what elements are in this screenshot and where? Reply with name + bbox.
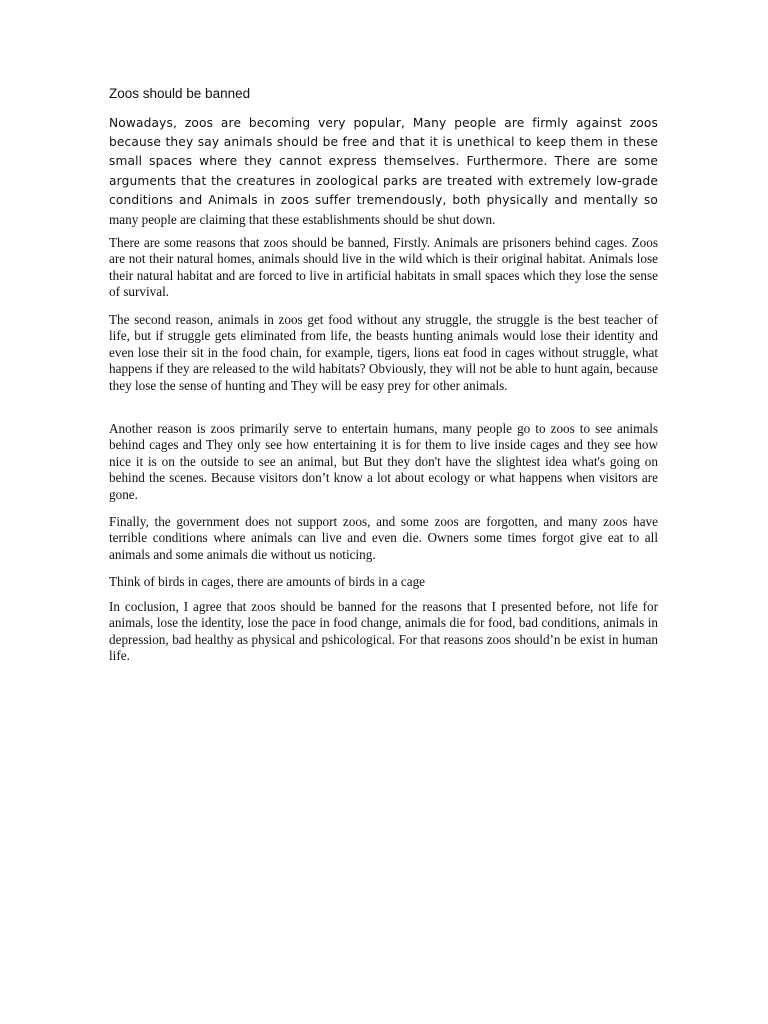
paragraph-intro-sans-text: Nowadays, zoos are becoming very popular, Many people are firmly against zoos because they say animals should be free and that it is unethical to keep them in these small spaces where they cannot express themselves. Furthermore. There are some arguments that the creatures in zoological parks are treated with extremely low-grade conditions and Animals in zoos suffer tremendously, both physically and mentally so — [109, 116, 658, 207]
paragraph-reason-1: There are some reasons that zoos should be banned, Firstly. Animals are prisoners behind cages. Zoos are not their natural homes, animals should live in the wild which is their original habitat. Animals lose their natural habitat and are forced to live in artificial habitats in small spaces which they lose the sense of survival. — [109, 235, 658, 300]
paragraph-intro-serif-text: many people are claiming that these establishments should be shut down. — [109, 212, 496, 228]
paragraph-reason-4: Finally, the government does not support zoos, and some zoos are forgotten, and many zoos have terrible conditions where animals can live and even die. Owners some times forgot give eat to all animals and some animals die without us noticing. — [109, 514, 658, 562]
paragraph-reason-2: The second reason, animals in zoos get food without any struggle, the struggle is the best teacher of life, but if struggle gets eliminated from life, the beasts hunting animals would lose their identity and even lose their sit in the food chain, for example, tigers, lions eat food in cages without struggle, what happens if they are released to the wild habitats? Obviously, they will not be able to hunt again, because they lose the sense of hunting and They will be easy prey for other animals. — [109, 312, 658, 393]
paragraph-conclusion: In coclusion, I agree that zoos should be banned for the reasons that I presented before, not life for animals, lose the identity, lose the pace in food change, animals die for food, bad conditions, animals in depression, bad healthy as physical and pshicological. For that reasons zoos should’n be exist in human life. — [109, 599, 658, 664]
paragraph-intro — [109, 114, 658, 230]
document-title: Zoos should be banned — [109, 86, 251, 101]
paragraph-reason-3: Another reason is zoos primarily serve to entertain humans, many people go to zoos to see animals behind cages and They only see how entertaining it is for them to live inside cages and they see how nice it is on the outside to see an animal, but But they don't have the slightest idea what's going on behind the scenes. Because visitors don’t know a lot about ecology or what happens when visitors are gone. — [109, 421, 658, 502]
paragraph-birds: Think of birds in cages, there are amounts of birds in a cage — [109, 574, 426, 589]
